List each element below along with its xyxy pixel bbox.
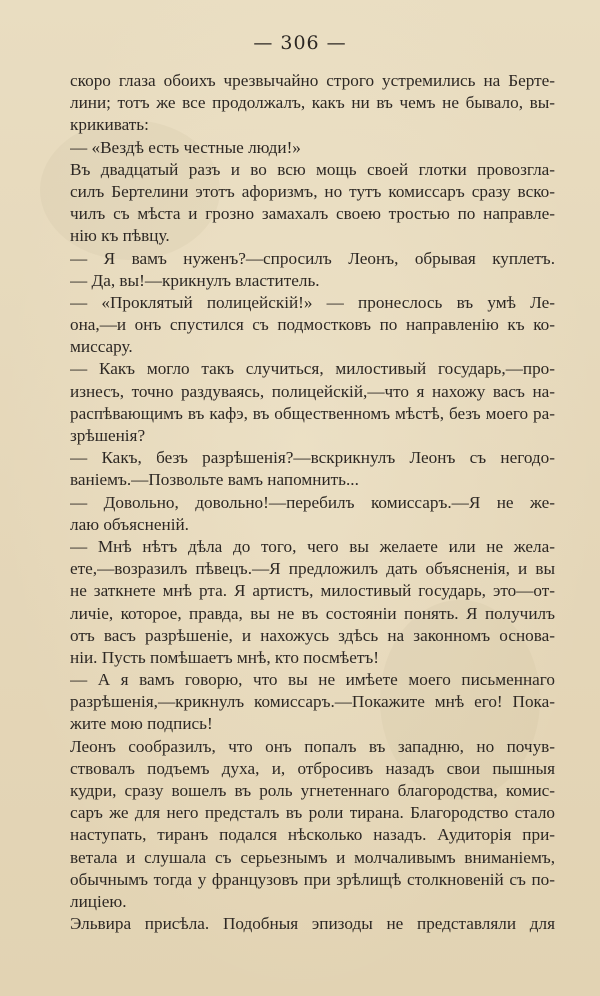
text-line: отъ васъ разрѣшеніе, и нахожусь здѣсь на законномъ основа- (70, 625, 555, 645)
text-line: наступать, тиранъ подался нѣсколько назадъ. Аудиторія при- (70, 825, 555, 845)
text-line: ваніемъ.—Позвольте вамъ напомнить... (70, 470, 359, 490)
text-line: — Мнѣ нѣтъ дѣла до того, чего вы желаете или не жела- (70, 536, 555, 556)
text-line: чилъ съ мѣста и грозно замахалъ своею тростью по направле- (70, 204, 555, 224)
text-line: ветала и слушала съ серьезнымъ и молчаливымъ вниманіемъ, (70, 847, 555, 867)
text-line: распѣвающимъ въ кафэ, въ общественномъ мѣстѣ, безъ моего ра- (70, 403, 555, 423)
text-line: ніи. Пусть помѣшаетъ мнѣ, кто посмѣетъ! (70, 647, 380, 667)
text-line: зрѣшенія? (70, 426, 146, 445)
text-line: силъ Бертелини этотъ афоризмъ, но тутъ комиссаръ сразу вско- (70, 181, 555, 201)
text-line: — Довольно, довольно!—перебилъ комиссаръ.—Я не же- (70, 492, 555, 512)
text-line: лини; тотъ же все продолжалъ, какъ ни въ чемъ не бывало, вы- (70, 93, 555, 113)
text-line: — Да, вы!—крикнулъ властитель. (70, 270, 320, 290)
text-line: обычнымъ тогда у французовъ при зрѣлищѣ столкновеній съ по- (70, 869, 555, 889)
text-line: нію къ пѣвцу. (70, 226, 170, 246)
text-line: разрѣшенія,—крикнулъ комиссаръ.—Покажите мнѣ его! Пока- (70, 692, 555, 712)
text-line: миссару. (70, 337, 133, 357)
text-line: личіе, которое, правда, вы не въ состояніи понять. Я получилъ (70, 603, 555, 623)
text-line: крикивать: (70, 115, 149, 135)
text-line: не заткнете мнѣ рта. Я артистъ, милостивый государь, это—от- (70, 581, 555, 601)
text-line: ствовалъ подъемъ духа, и, отбросивъ назадъ свои пышныя (70, 758, 555, 778)
text-line: изнесъ, точно раздуваясь, полицейскій,—что я нахожу васъ на- (70, 381, 555, 401)
text-line: лаю объясненій. (70, 514, 189, 534)
text-line: саръ же для него предсталъ въ роли тирана. Благородство стало (70, 803, 555, 823)
body-text (70, 70, 555, 935)
text-line: скоро глаза обоихъ чрезвычайно строго устремились на Берте- (70, 71, 555, 90)
text-line: лиціею. (70, 891, 127, 911)
text-line: она,—и онъ спустился съ подмостковъ по направленію къ ко- (70, 315, 555, 335)
text-line: Эльвира присѣла. Подобныя эпизоды не представляли для (70, 914, 555, 934)
text-line: — Какъ могло такъ случиться, милостивый государь,—про- (70, 359, 555, 379)
text-line: Въ двадцатый разъ и во всю мощь своей глотки провозгла- (70, 159, 555, 179)
text-line: — А я вамъ говорю, что вы не имѣете моего письменнаго (70, 670, 555, 690)
text-line: — Я вамъ нуженъ?—спросилъ Леонъ, обрывая куплетъ. (70, 248, 555, 268)
text-line: Леонъ сообразилъ, что онъ попалъ въ западню, но почув- (70, 736, 555, 756)
text-line: — «Вездѣ есть честные люди!» (70, 137, 301, 157)
text-line: — Какъ, безъ разрѣшенія?—вскрикнулъ Леонъ съ негодо- (70, 448, 555, 468)
page-number: — 306 — (253, 32, 347, 54)
text-line: — «Проклятый полицейскій!» — пронеслось въ умѣ Ле- (70, 292, 555, 312)
text-line: ете,—возразилъ пѣвецъ.—Я предложилъ дать объясненія, и вы (70, 559, 555, 579)
text-line: кудри, сразу вошелъ въ роль угнетеннаго благородства, комис- (70, 781, 555, 800)
text-line: жите мою подпись! (70, 714, 213, 734)
